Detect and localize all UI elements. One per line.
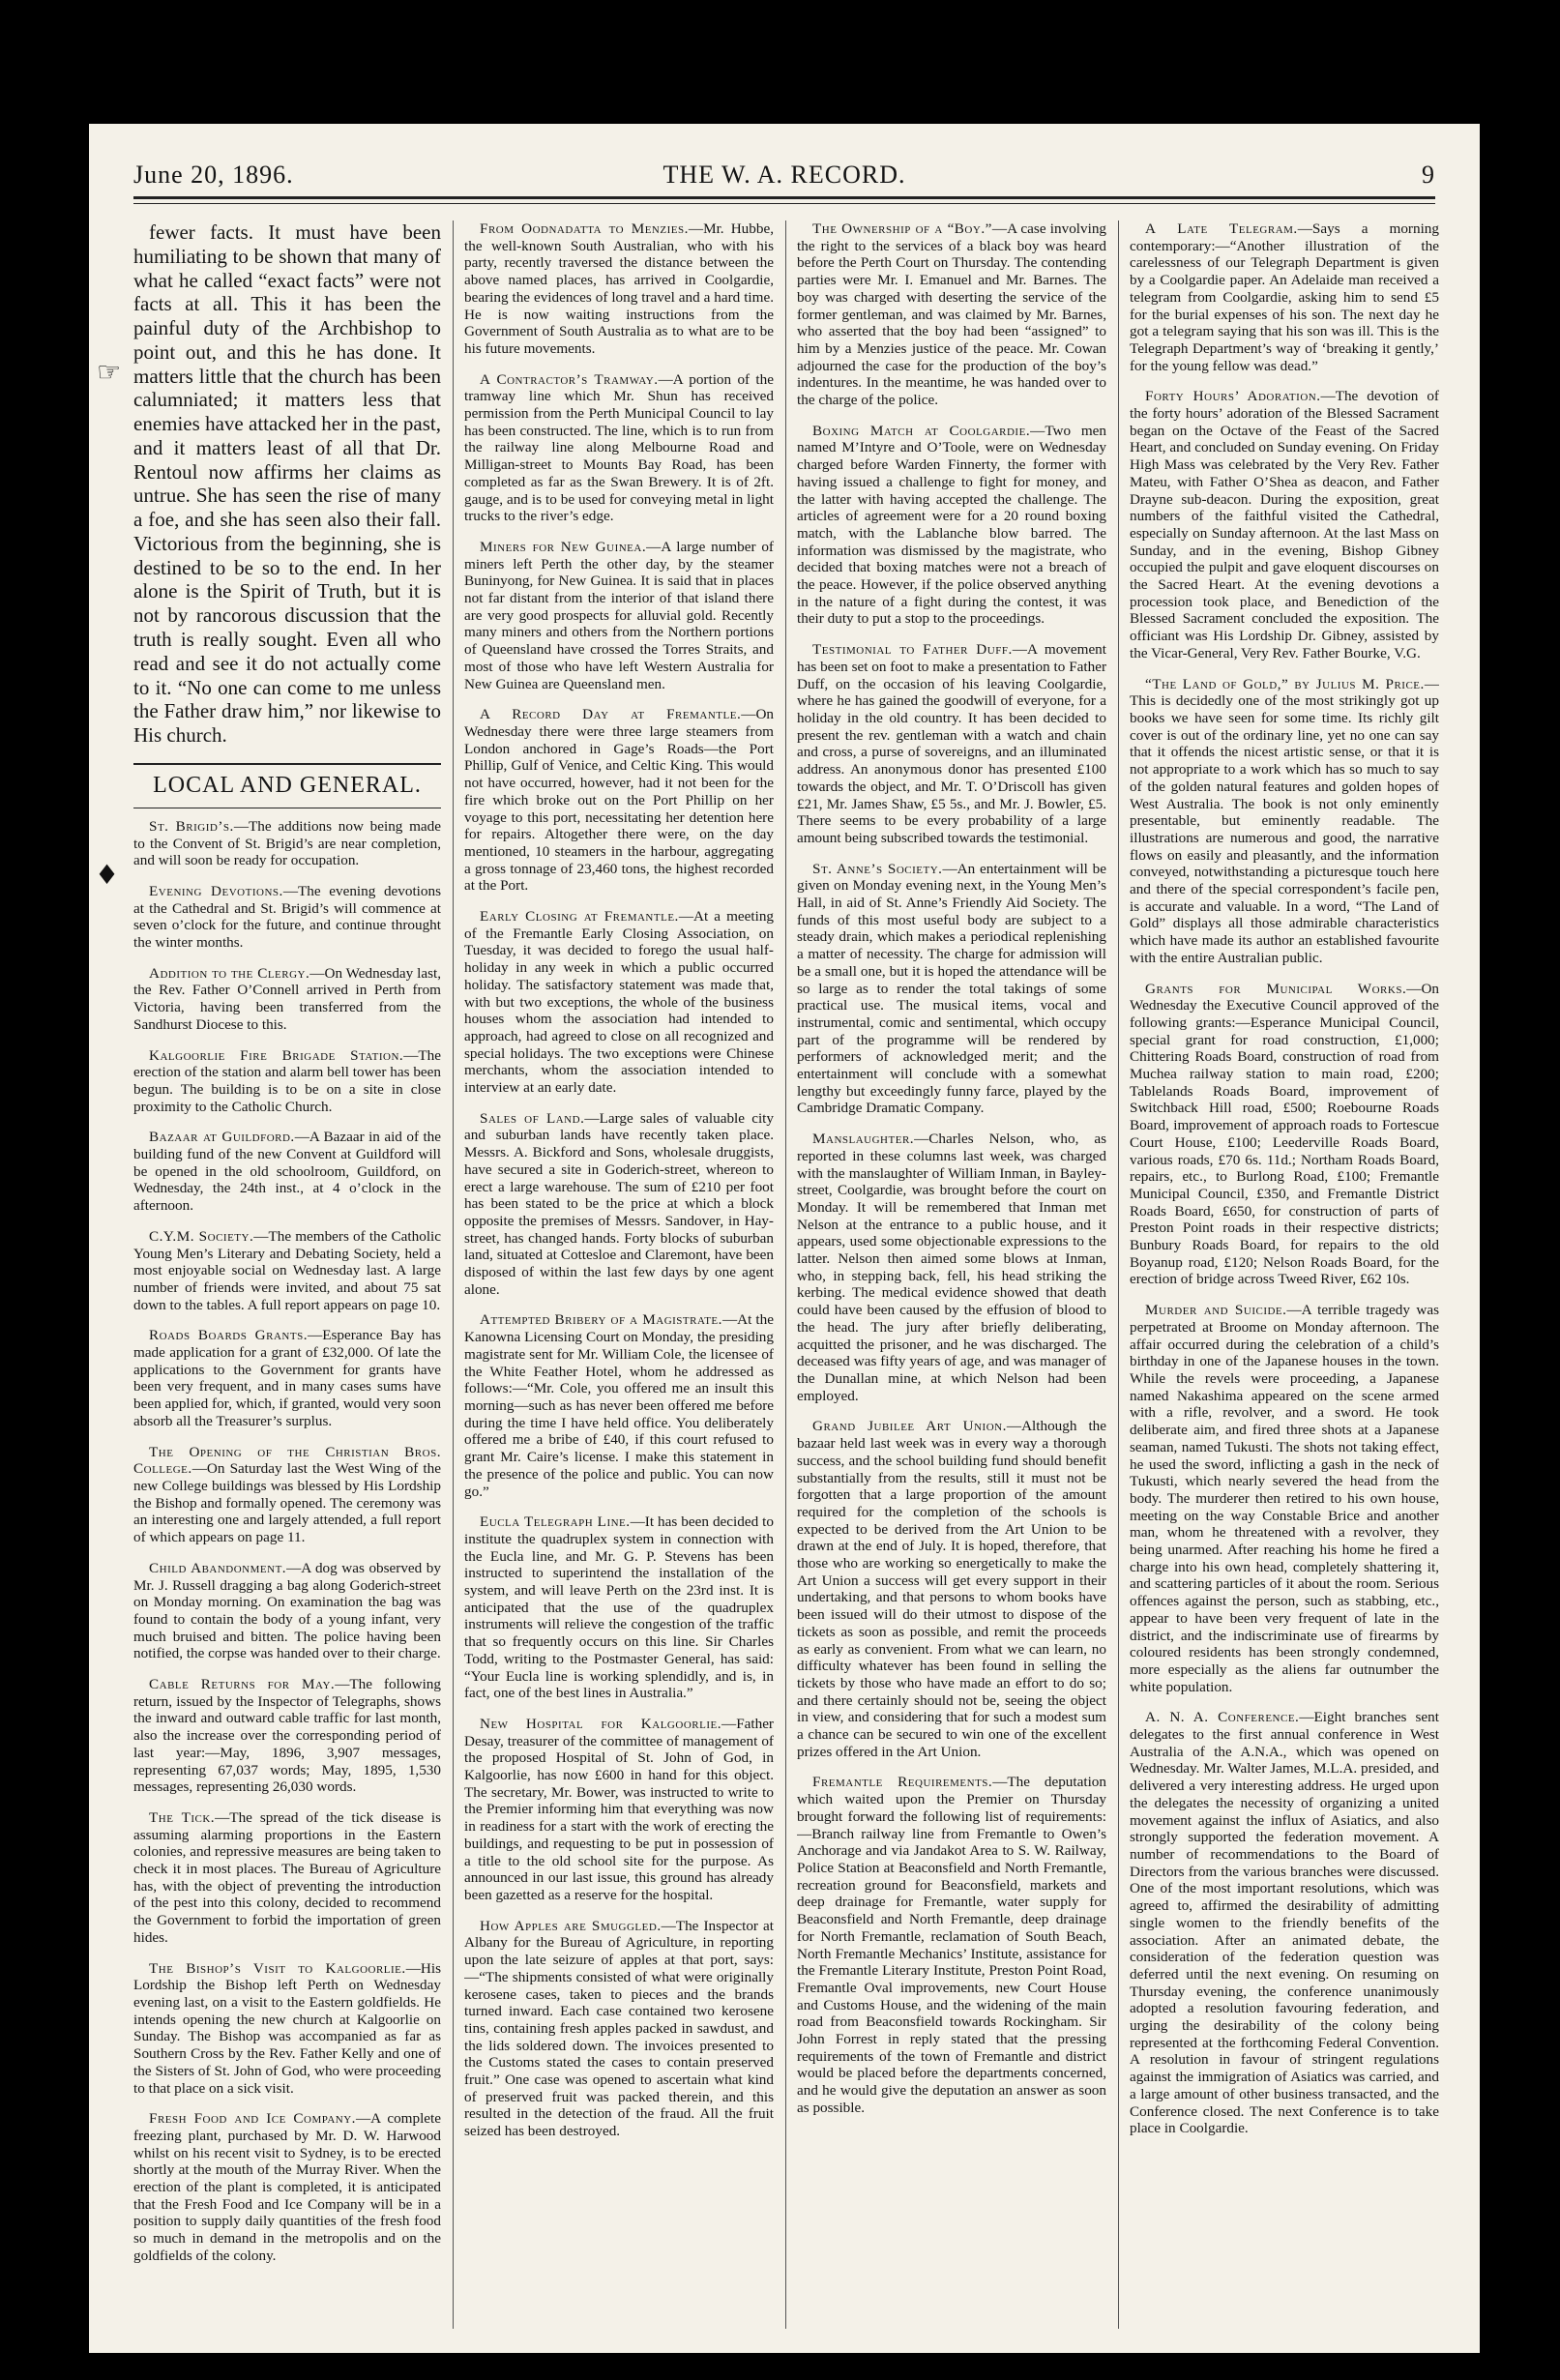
- article-paragraph: [464, 706, 774, 895]
- article-body: —On Wednesday the Executive Council approved of the following grants:—Esperance Municipal Council, special grant for road construction, £1,000; Chittering Roads Board, construction of road from Muchea railway station to main road, £200; Tablelands Roads Board, improvement of Switchback Hill road, £500; Roebourne Roads Board, improvement of approach roads to Fortescue Court House, £100; Leederville Roads Board, various roads, £70 6s. 11d.; Northam Roads Board, repairs, etc., to Burlong Road, £100; Fremantle Municipal Council, £350, and Fremantle District Roads Board, £650, for construction of parts of Preston Point roads in their respective districts; Bunbury Roads Board, for repairs to the old Boyanup road, £120; Nelson Roads Board, for the erection of bridge across Tweed River, £62 10s.: [1130, 980, 1439, 1288]
- article-heading: The Ownership of a “Boy.”: [812, 220, 992, 237]
- article-paragraph: [464, 539, 774, 692]
- article-heading: How Apples are Smuggled.: [480, 1917, 662, 1934]
- article-paragraph: [133, 1676, 441, 1796]
- article-paragraph: [133, 818, 441, 869]
- article-heading: Murder and Suicide.: [1145, 1302, 1287, 1319]
- article-body: —A portion of the tramway line which Mr. Shun has received permission from the Perth Municipal Council to lay has been constructed. The line, which is to run from the railway line along Melbourne Road and Milligan-street to Mounts Bay Road, has been completed as far as the Swan Brewery. It is of 2ft. gauge, and is to be used for conveying metal in light trucks to the river’s edge.: [464, 370, 774, 525]
- article-paragraph: [464, 908, 774, 1097]
- article-body: —Charles Nelson, who, as reported in these columns last week, was charged with the manslaughter of William Inman, in Bayley-street, Coolgardie, was brought before the court on Monday. It will be remembered that Inman met Nelson at the entrance to a public house, and it appears, used some objectionable expressions to the latter. Nelson then aimed some blows at Inman, who, in stepping back, fell, his head striking the kerbing. The medical evidence showed that death could have been caused by the effusion of blood to the head. The jury after briefly deliberating, acquitted the prisoner, and he was discharged. The deceased was fifty years of age, and was manager of the Dunallan mine, at which Nelson had been employed.: [797, 1131, 1106, 1404]
- article-heading: Boxing Match at Coolgardie.: [812, 422, 1031, 439]
- col4-articles: [1130, 220, 1439, 2137]
- article-heading: Child Abandonment.: [149, 1559, 287, 1576]
- column-divider: [785, 220, 786, 2329]
- column-2: [464, 220, 774, 2329]
- article-body: —Mr. Hubbe, the well-known South Australian, who with his party, recently traversed the distance between the above named places, has arrived in Coolgardie, bearing the evidences of long travel and a hard time. He is now waiting instructions from the Government of South Australia as to what are to be his future movements.: [464, 220, 774, 357]
- col1-articles: [133, 818, 441, 2265]
- article-heading: The Opening of the Christian Bros. College.: [133, 1443, 441, 1478]
- newspaper-page: [89, 124, 1480, 2353]
- article-body: —Two men named M’Intyre and O’Toole, were on Wednesday charged before Warden Finnerty, the former with having issued a challenge to fight for money, and the latter with having accepted the challenge. The articles of agreement were for a 20 round boxing match, with the Lablanche blow barred. The information was dismissed by the magistrate, who decided that boxing matches were not a breach of the peace. However, if the police observed anything in the nature of a fight during the contest, it was their duty to put a stop to the proceedings.: [797, 422, 1106, 628]
- article-body: —At the Kanowna Licensing Court on Monday, the presiding magistrate sent for Mr. William Cole, the licensee of the White Feather Hotel, whom he addressed as follows:—“Mr. Cole, you offered me an insult this morning—such as has never been offered me before during the time I have held office. You deliberately offered me a bribe of £40, if this court refused to grant Mr. Caire’s license. I make this statement in the presence of the police and public. You can now go.”: [464, 1311, 774, 1500]
- article-body: —An entertainment will be given on Monday evening next, in the Young Men’s Hall, in aid of St. Anne’s Friendly Aid Society. The funds of this most useful body are subject to a steady drain, which makes a periodical replenishing a matter of necessity. The charge for admission will be a small one, but it is hoped the attendance will be so large as to render the total takings of some practical use. The musical items, vocal and instrumental, comic and sentimental, which occupy part of the programme will be rendered by performers of acknowledged merit; and the entertainment will conclude with a somewhat lengthy but exceedingly funny farce, played by the Cambridge Dramatic Company.: [797, 860, 1106, 1117]
- article-heading: Kalgoorlie Fire Brigade Station.: [149, 1046, 404, 1064]
- article-heading: The Bishop’s Visit to Kalgoorlie.: [149, 1959, 406, 1977]
- pointing-hand-mark-icon: ☞: [97, 356, 122, 388]
- article-heading: Early Closing at Fremantle.: [480, 908, 679, 926]
- article-paragraph: [1130, 1302, 1439, 1695]
- article-heading: Bazaar at Guildford.: [149, 1129, 295, 1146]
- article-body: —On Wednesday there were three large steamers from London anchored in Gage’s Roads—the Port Phillip, Gulf of Venice, and Celtic King. This would not have occurred, however, had it not been for the fire which broke out on the Port Phillip on her voyage to this port, necessitating her detention here for repairs. Altogether there were, on the day mentioned, 10 steamers in the harbour, aggregating a gross tonnage of 23,460 tons, the highest recorded at the Port.: [464, 706, 774, 895]
- article-heading: A Record Day at Fremantle.: [480, 706, 742, 723]
- article-body: —A large number of miners left Perth the other day, by the steamer Buninyong, for New Guinea. It is said that in places not far distant from the interior of that island there are very good prospects for alluvial gold. Recently many miners and others from the Northern portions of Queensland have crossed the Torres Straits, and most of those who have left Western Australia for New Guinea are Queensland men.: [464, 538, 774, 692]
- column-divider: [453, 220, 454, 2329]
- column-1: [133, 220, 441, 2329]
- article-heading: Addition to the Clergy.: [149, 964, 310, 982]
- article-paragraph: [464, 371, 774, 525]
- article-paragraph: [797, 423, 1106, 628]
- article-heading: Evening Devotions.: [149, 882, 283, 899]
- article-body: —The following return, issued by the Inspector of Telegraphs, shows the inward and outward cable traffic for last month, also the increase over the corresponding period of last year:—May, 1896, 3,907 messages, representing 67,037 words; May, 1895, 1,530 messages, representing 26,030 words.: [133, 1676, 441, 1796]
- article-body: —The deputation which waited upon the Premier on Thursday brought forward the following list of requirements:—Branch railway line from Fremantle to Owen’s Anchorage and via Jandakot Area to S. W. Railway, Police Station at Beaconsfield and North Fremantle, recreation ground for Beaconsfield, markets and deep drainage for Fremantle, water supply for Beaconsfield and North Fremantle, deep drainage for North Fremantle, reclamation of South Beach, North Fremantle Mechanics’ Institute, assistance for the Fremantle Literary Institute, Preston Point Road, Fremantle Oval improvements, new Court House and Customs House, and the widening of the main road from Beaconsfield towards Rockingham. Sir John Forrest in reply stated that the pressing requirements of the town of Fremantle and district would be placed before the departments concerned, and he would give the deputation an answer as soon as possible.: [797, 1774, 1106, 2116]
- article-heading: Fresh Food and Ice Company.: [149, 2110, 356, 2128]
- article-body: —Eight branches sent delegates to the first annual conference in West Australia of the A.N.A., which was opened on Wednesday. Mr. Walter James, M.L.A. presided, and delivered a very interesting address. He urged upon the delegates the necessity of organizing a united movement against the influx of Asiatics, and also strongly supported the federation movement. A number of recommendations to the Board of Directors from the various branches were discussed. One of the most important resolutions, which was agreed to, affirmed the desirability of admitting single women to the friendly benefits of the association. After an animated debate, the consideration of the federation question was deferred until the next evening. On resuming on Thursday evening, the conference unanimously adopted a resolution favouring federation, and urging the desirability of the colony being represented at the forthcoming Federal Convention. A resolution in favour of stringent regulations against the immigration of Asiatics was carried, and a large amount of other business transacted, and the Conference closed. The next Conference is to take place in Coolgardie.: [1130, 1709, 1439, 2137]
- header-rule: [133, 196, 1435, 199]
- article-paragraph: [133, 1047, 441, 1116]
- article-body: —On Wednesday last, the Rev. Father O’Connell arrived in Perth from Victoria, having been transferred from the Sandhurst Diocese to this.: [133, 964, 441, 1033]
- article-body: —A dog was observed by Mr. J. Russell dragging a bag along Goderich-street on Monday morning. On examination the bag was found to contain the body of a young infant, very much bruised and bitten. The police having been notified, the corpse was handed over to their charge.: [133, 1559, 441, 1662]
- article-body: —Esperance Bay has made application for a grant of £32,000. Of late the applications to the Government for grants have been very frequent, and in many cases sums have been applied for, which, if granted, would very soon absorb all the Treasurer’s surplus.: [133, 1327, 441, 1429]
- header-rule-thin: [133, 203, 1435, 204]
- article-body: —A movement has been set on foot to make a presentation to Father Duff, on the occasion of his leaving Coolgardie, where he has gained the goodwill of everyone, for a holiday in the old country. It has been decided to present the rev. gentleman with a watch and chain and cross, a purse of sovereigns, and an illuminated address. An anonymous donor has presented £100 towards the object, and Mr. T. O’Driscoll has given £21, Mr. James Shaw, £5 5s., and Mr. J. Bowler, £5. There seems to be every probability of a large amount being subscribed towards the testimonial.: [797, 641, 1106, 846]
- article-paragraph: [1130, 1709, 1439, 2137]
- article-paragraph: [133, 883, 441, 952]
- article-body: —This is decidedly one of the most strikingly got up books we have seen for some time. Its richly gilt cover is out of the ordinary line, yet no one can say that it offends the nicest artistic sense, or that it is not appropriate to a work which has so much to say of the golden natural features and golden hopes of West Australia. The book is not only eminently presentable, but eminently readable. The illustrations are numerous and good, the narrative flows on easily and pleasantly, and the information conveyed, notwithstanding a picturesque touch here and there of the special correspondent’s facile pen, is accurate and valuable. In a word, “The Land of Gold” displays all those admirable characteristics which have made its author an established favourite with the entire Australian public.: [1130, 675, 1439, 966]
- article-paragraph: [797, 861, 1106, 1118]
- article-body: —A case involving the right to the services of a black boy was heard before the Perth Court on Thursday. The contending parties were Mr. I. Emanuel and Mr. Barnes. The boy was charged with deserting the service of the former gentleman, and was claimed by Mr. Barnes, who asserted that the boy had been “assigned” to him by a Menzies justice of the peace. Mr. Cowan adjourned the case for the production of the boy’s indentures. In the meantime, he was handed over to the charge of the police.: [797, 220, 1106, 409]
- col2-articles: [464, 220, 774, 2140]
- article-body: —The erection of the station and alarm bell tower has been begun. The building is to be on a site in close proximity to the Catholic Church.: [133, 1046, 441, 1115]
- article-body: —His Lordship the Bishop left Perth on Wednesday evening last, on a visit to the Eastern goldfields. He intends opening the new church at Kalgoorlie on Sunday. The Bishop was accompanied as far as Southern Cross by the Rev. Father Kelly and one of the Sisters of St. John of God, who were proceeding to that place on a sick visit.: [133, 1959, 441, 2097]
- article-body: —The Inspector at Albany for the Bureau of Agriculture, in reporting upon the late seizure of apples at that port, says:—“The shipments consisted of what were originally kerosene cases, taken to pieces and the brands turned inward. Each case contained two kerosene tins, containing fresh apples packed in sawdust, and the lids soldered down. The invoices presented to the Customs stated the cases to contain preserved fruit.” One case was opened to ascertain what kind of preserved fruit was packed therein, and this resulted in the detection of the fraud. All the fruit seized has been destroyed.: [464, 1917, 774, 2140]
- article-heading: Forty Hours’ Adoration.: [1145, 388, 1321, 405]
- article-body: —A complete freezing plant, purchased by Mr. D. W. Harwood whilst on his recent visit to Sydney, is to be erected shortly at the mouth of the Murray River. When the erection of the plant is completed, it is anticipated that the Fresh Food and Ice Company will be in a position to supply daily quantities of the fresh food so much in demand in the metropolis and on the goldfields of the colony.: [133, 2110, 441, 2264]
- article-paragraph: [133, 1809, 441, 1947]
- article-paragraph: [464, 1311, 774, 1500]
- article-heading: A Late Telegram.: [1145, 220, 1298, 237]
- article-heading: Testimonial to Father Duff.: [812, 641, 1013, 659]
- article-body: —The evening devotions at the Cathedral and St. Brigid’s will commence at seven o’clock for the future, and continue throught the winter months.: [133, 882, 441, 952]
- article-paragraph: [797, 220, 1106, 409]
- article-paragraph: [1130, 388, 1439, 661]
- article-heading: St. Anne’s Society.: [812, 860, 943, 877]
- column-4: [1130, 220, 1439, 2329]
- article-paragraph: [133, 1560, 441, 1662]
- article-paragraph: [797, 1774, 1106, 2116]
- article-heading: “The Land of Gold,” by Julius M. Price.: [1145, 675, 1425, 692]
- article-paragraph: [797, 641, 1106, 846]
- article-body: —The members of the Catholic Young Men’s Literary and Debating Society, held a most enjoyable social on Wednesday last. A large number of friends were invited, and about 75 sat down to the tables. A full report appears on page 10.: [133, 1227, 441, 1313]
- article-heading: Eucla Telegraph Line.: [480, 1513, 631, 1531]
- article-heading: Grand Jubilee Art Union.: [812, 1418, 1007, 1435]
- article-paragraph: [133, 965, 441, 1034]
- col3-articles: [797, 220, 1106, 2117]
- article-paragraph: [464, 1513, 774, 1702]
- column-divider: [1118, 220, 1119, 2329]
- article-body: —The spread of the tick disease is assuming alarming proportions in the Eastern colonies, and repressive measures are being taken to check it in most places. The Bureau of Agriculture has, with the object of preventing the introduction of the pest into this colony, decided to recommend the Government to forbid the importation of green hides.: [133, 1808, 441, 1946]
- column-3: [797, 220, 1106, 2329]
- section-title: LOCAL AND GENERAL.: [153, 772, 422, 798]
- header-date: June 20, 1896.: [133, 161, 294, 189]
- article-body: —Father Desay, treasurer of the committee of management of the proposed Hospital of St. John of God, in Kalgoorlie, has now £600 in hand for this object. The secretary, Mr. Bower, was instructed to write to the Premier informing him that everything was now in readiness for a start with the work of erecting the buildings, and requesting to be put in possession of a title to the old school site for the purpose. As announced in our last issue, this ground has already been gazetted as a reserve for the hospital.: [464, 1715, 774, 1903]
- header-page-number: 9: [1422, 161, 1435, 189]
- article-heading: The Tick.: [149, 1808, 216, 1826]
- article-paragraph: [133, 1960, 441, 2098]
- article-body: —At a meeting of the Fremantle Early Closing Association, on Tuesday, it was decided to forego the usual half-holiday in any week in which a public occurred holiday. The satisfactory statement was made that, with but two exceptions, the whole of the business houses whom the association had intended to approach, had agreed to close on all recognized and special holidays. The two exceptions were Chinese merchants, whom the association intended to interview at an early date.: [464, 908, 774, 1097]
- article-heading: From Oodnadatta to Menzies.: [480, 220, 689, 237]
- article-heading: Manslaughter.: [812, 1131, 915, 1148]
- article-paragraph: [133, 1327, 441, 1429]
- article-paragraph: [133, 1228, 441, 1314]
- article-paragraph: [464, 1716, 774, 1904]
- article-heading: Attempted Bribery of a Magistrate.: [480, 1311, 722, 1329]
- article-heading: A Contractor’s Tramway.: [480, 370, 659, 388]
- lead-paragraph: fewer facts. It must have been humiliating to be shown that many of what he called “exact facts” were not facts at all. This it has been the painful duty of the Archbishop to point out, and this he has done. It matters little that the church has been calumniated; it matters less that enemies have attacked her in the past, and it matters least of all that Dr. Rentoul now affirms her claims as untrue. She has seen the rise of many a foe, and she has seen also their fall. Victorious from the beginning, she is destined to be so to the end. In her alone is the Spirit of Truth, but it is not by rancorous discussion that the truth is really sought. Even all who read and see it do not actually come to it. “No one can come to me unless the Father draw him,” nor likewise to His church.: [133, 220, 441, 748]
- article-paragraph: [1130, 981, 1439, 1289]
- article-heading: Cable Returns for May.: [149, 1676, 336, 1693]
- article-body: —The devotion of the forty hours’ adoration of the Blessed Sacrament began on the Octave of the Feast of the Sacred Heart, and concluded on Sunday evening. On Friday High Mass was celebrated by the Very Rev. Father Mateu, with Father O’Shea as deacon, and Father Drayne sub-deacon. During the exposition, great numbers of the faithful visited the Cathedral, especially on Sunday afternoon. At the last Mass on Sunday, and in the evening, Bishop Gibney occupied the pulpit and gave eloquent discourses on the Sacred Heart. At the evening devotions a procession took place, and Benediction of the Blessed Sacrament concluded the exposition. The officiant was His Lordship Dr. Gibney, assisted by the Vicar-General, Very Rev. Father Bourke, V.G.: [1130, 388, 1439, 661]
- article-body: —Says a morning contemporary:—“Another illustration of the carelessness of our Telegraph Department is given by a Coolgardie paper. An Adelaide man received a telegram from Coolgardie, asking him to send £5 for the burial expenses of his son. The next day he got a telegram saying that his son was ill. This is the Telegraph Department’s way of ‘breaking it gently,’ for the young fellow was dead.”: [1130, 220, 1439, 374]
- article-heading: Miners for New Guinea.: [480, 538, 647, 555]
- article-paragraph: [464, 1918, 774, 2140]
- article-paragraph: [1130, 220, 1439, 374]
- article-body: —A Bazaar in aid of the building fund of the new Convent at Guildford will be opened in the old schoolroom, Guildford, on Wednesday, the 24th inst., at 4 o’clock in the afternoon.: [133, 1129, 441, 1215]
- article-heading: St. Brigid’s.: [149, 817, 234, 835]
- article-paragraph: [1130, 676, 1439, 967]
- article-heading: A. N. A. Conference.: [1145, 1709, 1300, 1726]
- article-heading: Fremantle Requirements.: [812, 1774, 993, 1791]
- article-body: —A terrible tragedy was perpetrated at Broome on Monday afternoon. The affair occurred during the celebration of a child’s birthday in one of the Japanese houses in the town. While the revels were proceeding, a Japanese named Nakashima appeared on the scene armed with a rifle, revolver, and a sword. He took deliberate aim, and fired three shots at a Japanese seaman, named Tukusti. The shots not taking effect, he used the sword, inflicting a gash in the neck of Tukusti, which nearly severed the head from the body. The murderer then retired to his own house, meeting on the way Constable Brice and another man, whom he threatened with a revolver, they being unarmed. After reaching his home he fired a charge into his own head, completely shattering it, and scattering particles of it about the room. Serious offences against the person, such as stabbing, etc., appear to have been very frequent of late in the district, and the indiscriminate use of firearms by coloured residents has been strongly condemned, more especially as the aliens far outnumber the white population.: [1130, 1302, 1439, 1695]
- ink-blot-mark-icon: ♦: [95, 859, 120, 891]
- article-paragraph: [797, 1418, 1106, 1760]
- article-paragraph: [464, 220, 774, 358]
- article-body: —On Saturday last the West Wing of the new College buildings was blessed by His Lordship the Bishop and formally opened. The ceremony was an interesting one and largely attended, a full report of which appears on page 11.: [133, 1460, 441, 1546]
- article-body: —Large sales of valuable city and suburban lands have recently taken place. Messrs. A. Bickford and Sons, wholesale druggists, have secured a site in Goderich-street, whereon to erect a large warehouse. The sum of £210 per foot has been stated to be the price at which a block opposite the premises of Messrs. Sandover, in Hay-street, has changed hands. Forty blocks of suburban land, situated at Cottesloe and Claremont, have been disposed of within the last few days by one agent alone.: [464, 1109, 774, 1298]
- article-body: —It has been decided to institute the quadruplex system in connection with the Eucla line, and Mr. G. P. Stevens has been instructed to superintend the installation of the system, and will leave Perth on the 23rd inst. It is anticipated that the use of the quadruplex instruments will relieve the congestion of the traffic that so frequently occurs on this line. Sir Charles Todd, writing to the Postmaster General, has said: “Your Eucla line is working splendidly, and is, in fact, one of the best lines in Australia.”: [464, 1513, 774, 1702]
- section-rule: [133, 763, 441, 765]
- article-paragraph: [797, 1131, 1106, 1404]
- article-heading: New Hospital for Kalgoorlie.: [480, 1715, 721, 1732]
- article-body: —The additions now being made to the Convent of St. Brigid’s are near completion, and will soon be ready for occupation.: [133, 817, 441, 869]
- article-paragraph: [133, 1444, 441, 1546]
- page-header: [133, 161, 1435, 199]
- article-body: —Although the bazaar held last week was in every way a thorough success, and the school building fund should benefit substantially from the results, still it must not be forgotten that a large proportion of the amount required for the completion of the schools is expected to be derived from the Art Union to be drawn at the end of July. It is hoped, therefore, that those who are working so energetically to make the Art Union a success will get every support in their undertaking, and that persons to whom books have been issued will do their utmost to dispose of the tickets as soon as possible, and remit the proceeds as early as convenient. From what we can learn, no difficulty whatever has been found in selling the tickets by those who have made an effort to do so; and there certainly should not be, seeing the object in view, and considering that for such a modest sum a chance can be secured to win one of the excellent prizes offered in the Art Union.: [797, 1418, 1106, 1760]
- header-title: THE W. A. RECORD.: [662, 161, 906, 189]
- article-heading: Roads Boards Grants.: [149, 1327, 309, 1344]
- article-heading: C.Y.M. Society.: [149, 1227, 254, 1245]
- article-paragraph: [133, 1129, 441, 1215]
- article-heading: Sales of Land.: [480, 1109, 585, 1127]
- article-paragraph: [464, 1110, 774, 1299]
- article-paragraph: [133, 2110, 441, 2264]
- article-heading: Grants for Municipal Works.: [1145, 980, 1407, 997]
